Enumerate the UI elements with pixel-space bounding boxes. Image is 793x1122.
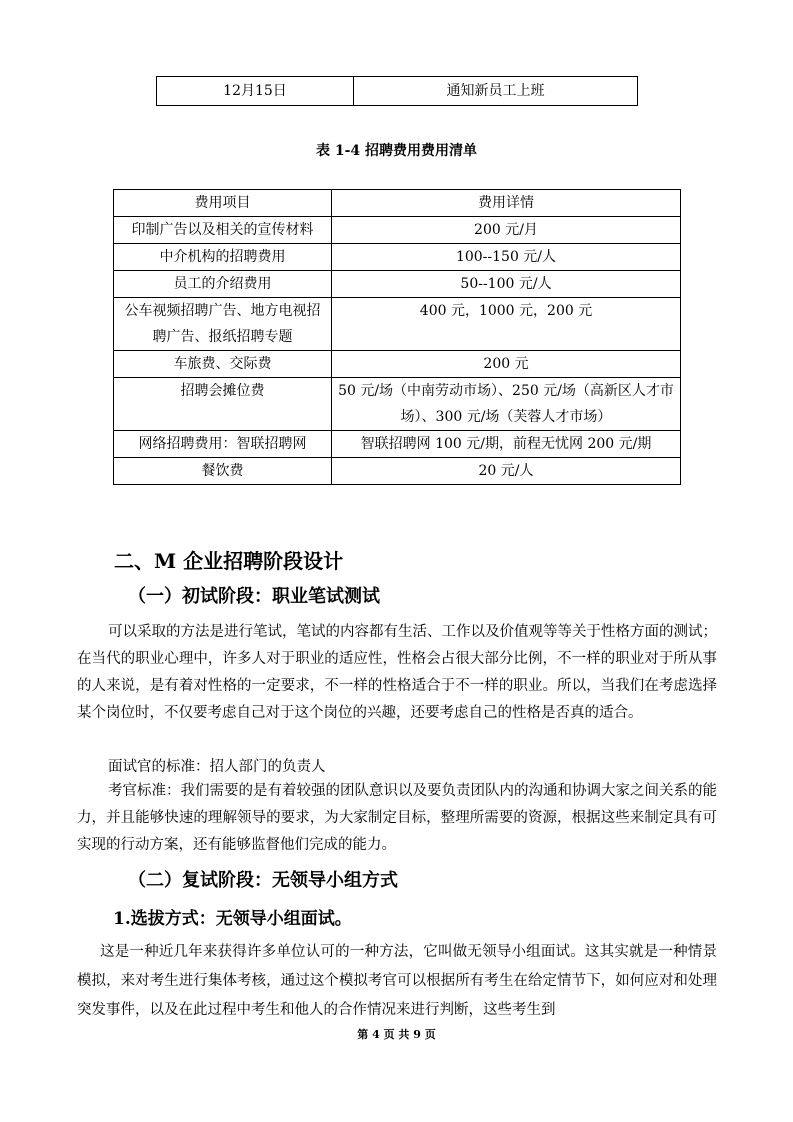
table-row	[114, 458, 681, 485]
recruitment-cost-table	[113, 189, 681, 485]
table-cell: 100--150 元/人	[332, 244, 681, 271]
table-header-row	[114, 190, 681, 217]
table-row	[114, 351, 681, 378]
page-footer: 第 4 页 共 9 页	[357, 1028, 436, 1041]
table-row	[114, 271, 681, 298]
subsection-heading: （一）初试阶段：职业笔试测试	[128, 586, 380, 607]
table-cell: 200 元	[332, 351, 681, 378]
table-caption: 表 1-4 招聘费用费用清单	[315, 143, 478, 159]
table-row	[157, 77, 638, 106]
schedule-table-tail	[156, 76, 638, 106]
table-header-cell: 费用项目	[114, 190, 332, 217]
table-cell: 员工的介绍费用	[114, 271, 332, 298]
body-paragraph: 面试官的标准：招人部门的负责人	[108, 759, 326, 775]
table-cell: 50 元/场（中南劳动市场）、250 元/场（高新区人才市场）、300 元/场（芙蓉人才市场）	[332, 378, 681, 431]
table-header-cell: 费用详情	[332, 190, 681, 217]
table-row	[114, 378, 681, 431]
item-heading: 1.选拔方式：无领导小组面试。	[113, 909, 352, 929]
table-row	[114, 244, 681, 271]
table-row	[114, 431, 681, 458]
table-row	[114, 298, 681, 351]
table-row	[114, 217, 681, 244]
table-cell: 网络招聘费用：智联招聘网	[114, 431, 332, 458]
table-cell: 通知新员工上班	[354, 77, 638, 106]
table-cell: 印制广告以及相关的宣传材料	[114, 217, 332, 244]
table-cell: 公车视频招聘广告、地方电视招聘广告、报纸招聘专题	[114, 298, 332, 351]
body-paragraph: 考官标准：我们需要的是有着较强的团队意识以及要负责团队内的沟通和协调大家之间关系的能力，并且能够快速的理解领导的要求，为大家制定目标，整理所需要的资源，根据这些来制定具有可实现的行动方案，还有能够监督他们完成的能力。	[77, 783, 717, 853]
table-cell: 400 元，1000 元，200 元	[332, 298, 681, 351]
table-cell: 招聘会摊位费	[114, 378, 332, 431]
table-cell: 20 元/人	[332, 458, 681, 485]
body-paragraph: 这是一种近几年来获得许多单位认可的一种方法，它叫做无领导小组面试。这其实就是一种情景模拟，来对考生进行集体考核，通过这个模拟考官可以根据所有考生在给定情节下，如何应对和处理突发事件，以及在此过程中考生和他人的合作情况来进行判断，这些考生到	[77, 944, 717, 1018]
table-cell: 200 元/月	[332, 217, 681, 244]
table-cell: 智联招聘网 100 元/期，前程无忧网 200 元/期	[332, 431, 681, 458]
table-cell: 12月15日	[157, 77, 354, 106]
subsection-heading: （二）复试阶段：无领导小组方式	[128, 870, 398, 891]
table-cell: 车旅费、交际费	[114, 351, 332, 378]
table-cell: 50--100 元/人	[332, 271, 681, 298]
table-cell: 餐饮费	[114, 458, 332, 485]
section-heading: 二、M 企业招聘阶段设计	[114, 549, 344, 573]
table-cell: 中介机构的招聘费用	[114, 244, 332, 271]
body-paragraph: 可以采取的方法是进行笔试，笔试的内容都有生活、工作以及价值观等等关于性格方面的测试；在当代的职业心理中，许多人对于职业的适应性，性格会占很大部分比例，不一样的职业对于所从事的人来说，是有着对性格的一定要求，不一样的性格适合于不一样的职业。所以，当我们在考虑选择某个岗位时，不仅要考虑自己对于这个岗位的兴趣，还要考虑自己的性格是否真的适合。	[77, 624, 717, 721]
